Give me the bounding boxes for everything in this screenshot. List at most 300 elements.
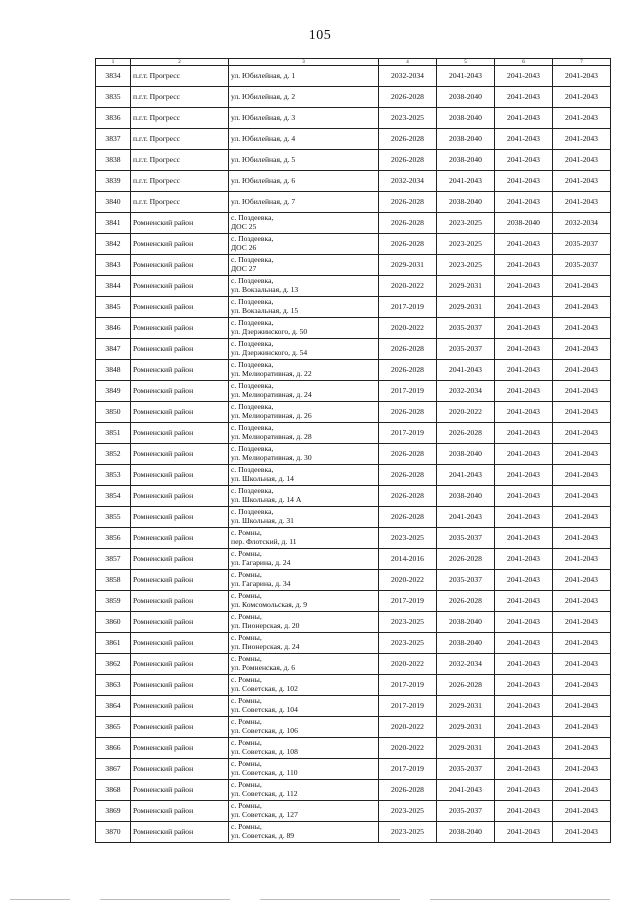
address-cell: с. Поздеевка, ул. Дзержинского, д. 50 xyxy=(229,318,379,339)
period-cell: 2041-2043 xyxy=(437,171,495,192)
row-number-cell: 3844 xyxy=(96,276,131,297)
district-cell: п.г.т. Прогресс xyxy=(131,129,229,150)
period-cell: 2041-2043 xyxy=(495,717,553,738)
period-cell: 2041-2043 xyxy=(553,654,611,675)
housing-repair-table xyxy=(95,58,611,843)
period-cell: 2023-2025 xyxy=(437,255,495,276)
period-cell: 2026-2028 xyxy=(379,444,437,465)
table-row xyxy=(96,297,611,318)
period-cell: 2020-2022 xyxy=(379,717,437,738)
period-cell: 2041-2043 xyxy=(495,612,553,633)
address-cell: с. Ромны, ул. Ромненская, д. 6 xyxy=(229,654,379,675)
address-cell: ул. Юбилейная, д. 7 xyxy=(229,192,379,213)
column-number: 2 xyxy=(131,59,229,66)
district-cell: Ромненский район xyxy=(131,213,229,234)
table-row xyxy=(96,654,611,675)
address-cell: с. Поздеевка, ул. Мелиоративная, д. 24 xyxy=(229,381,379,402)
period-cell: 2032-2034 xyxy=(553,213,611,234)
period-cell: 2026-2028 xyxy=(379,150,437,171)
table-row xyxy=(96,570,611,591)
district-cell: Ромненский район xyxy=(131,549,229,570)
district-cell: п.г.т. Прогресс xyxy=(131,87,229,108)
period-cell: 2026-2028 xyxy=(437,591,495,612)
period-cell: 2038-2040 xyxy=(495,213,553,234)
period-cell: 2041-2043 xyxy=(553,171,611,192)
district-cell: Ромненский район xyxy=(131,507,229,528)
district-cell: Ромненский район xyxy=(131,612,229,633)
column-number: 7 xyxy=(553,59,611,66)
district-cell: Ромненский район xyxy=(131,465,229,486)
period-cell: 2029-2031 xyxy=(437,717,495,738)
row-number-cell: 3863 xyxy=(96,675,131,696)
period-cell: 2041-2043 xyxy=(553,549,611,570)
period-cell: 2041-2043 xyxy=(495,381,553,402)
period-cell: 2020-2022 xyxy=(379,318,437,339)
row-number-cell: 3862 xyxy=(96,654,131,675)
row-number-cell: 3853 xyxy=(96,465,131,486)
period-cell: 2023-2025 xyxy=(379,528,437,549)
period-cell: 2041-2043 xyxy=(495,360,553,381)
row-number-cell: 3838 xyxy=(96,150,131,171)
period-cell: 2041-2043 xyxy=(553,675,611,696)
period-cell: 2038-2040 xyxy=(437,486,495,507)
row-number-cell: 3837 xyxy=(96,129,131,150)
row-number-cell: 3845 xyxy=(96,297,131,318)
address-cell: с. Ромны, ул. Гагарина, д. 24 xyxy=(229,549,379,570)
period-cell: 2041-2043 xyxy=(495,801,553,822)
address-cell: ул. Юбилейная, д. 5 xyxy=(229,150,379,171)
row-number-cell: 3861 xyxy=(96,633,131,654)
district-cell: п.г.т. Прогресс xyxy=(131,192,229,213)
district-cell: Ромненский район xyxy=(131,591,229,612)
period-cell: 2020-2022 xyxy=(379,276,437,297)
address-cell: с. Ромны, ул. Советская, д. 104 xyxy=(229,696,379,717)
row-number-cell: 3864 xyxy=(96,696,131,717)
district-cell: Ромненский район xyxy=(131,780,229,801)
row-number-cell: 3834 xyxy=(96,66,131,87)
period-cell: 2029-2031 xyxy=(437,276,495,297)
address-cell: с. Ромны, ул. Пионерская, д. 20 xyxy=(229,612,379,633)
row-number-cell: 3868 xyxy=(96,780,131,801)
period-cell: 2041-2043 xyxy=(553,66,611,87)
column-number: 1 xyxy=(96,59,131,66)
row-number-cell: 3839 xyxy=(96,171,131,192)
district-cell: Ромненский район xyxy=(131,654,229,675)
period-cell: 2017-2019 xyxy=(379,759,437,780)
period-cell: 2041-2043 xyxy=(495,486,553,507)
period-cell: 2041-2043 xyxy=(495,339,553,360)
period-cell: 2041-2043 xyxy=(553,612,611,633)
period-cell: 2035-2037 xyxy=(437,318,495,339)
district-cell: Ромненский район xyxy=(131,570,229,591)
period-cell: 2041-2043 xyxy=(495,255,553,276)
period-cell: 2041-2043 xyxy=(553,402,611,423)
row-number-cell: 3846 xyxy=(96,318,131,339)
period-cell: 2041-2043 xyxy=(495,276,553,297)
period-cell: 2041-2043 xyxy=(495,402,553,423)
period-cell: 2038-2040 xyxy=(437,822,495,843)
table-row xyxy=(96,129,611,150)
period-cell: 2026-2028 xyxy=(379,486,437,507)
table-row xyxy=(96,318,611,339)
address-cell: с. Ромны, ул. Советская, д. 108 xyxy=(229,738,379,759)
row-number-cell: 3858 xyxy=(96,570,131,591)
column-number-row xyxy=(96,59,611,66)
page-number: 105 xyxy=(308,28,332,43)
period-cell: 2035-2037 xyxy=(553,234,611,255)
period-cell: 2026-2028 xyxy=(437,675,495,696)
district-cell: Ромненский район xyxy=(131,822,229,843)
period-cell: 2041-2043 xyxy=(437,465,495,486)
table-row xyxy=(96,108,611,129)
period-cell: 2041-2043 xyxy=(553,801,611,822)
row-number-cell: 3850 xyxy=(96,402,131,423)
district-cell: Ромненский район xyxy=(131,759,229,780)
period-cell: 2029-2031 xyxy=(437,738,495,759)
period-cell: 2041-2043 xyxy=(495,66,553,87)
address-cell: с. Ромны, ул. Советская, д. 110 xyxy=(229,759,379,780)
period-cell: 2017-2019 xyxy=(379,696,437,717)
district-cell: Ромненский район xyxy=(131,255,229,276)
row-number-cell: 3870 xyxy=(96,822,131,843)
period-cell: 2023-2025 xyxy=(379,108,437,129)
table-row xyxy=(96,339,611,360)
row-number-cell: 3843 xyxy=(96,255,131,276)
period-cell: 2041-2043 xyxy=(495,633,553,654)
period-cell: 2023-2025 xyxy=(379,612,437,633)
address-cell: с. Поздеевка, ДОС 25 xyxy=(229,213,379,234)
period-cell: 2041-2043 xyxy=(495,465,553,486)
period-cell: 2023-2025 xyxy=(437,234,495,255)
footer-lines xyxy=(0,899,640,903)
period-cell: 2026-2028 xyxy=(379,507,437,528)
district-cell: Ромненский район xyxy=(131,276,229,297)
row-number-cell: 3865 xyxy=(96,717,131,738)
row-number-cell: 3855 xyxy=(96,507,131,528)
period-cell: 2041-2043 xyxy=(553,108,611,129)
table-row xyxy=(96,801,611,822)
period-cell: 2041-2043 xyxy=(553,276,611,297)
district-cell: Ромненский район xyxy=(131,738,229,759)
period-cell: 2017-2019 xyxy=(379,381,437,402)
period-cell: 2041-2043 xyxy=(553,381,611,402)
row-number-cell: 3849 xyxy=(96,381,131,402)
address-cell: с. Ромны, ул. Комсомольская, д. 9 xyxy=(229,591,379,612)
table-row xyxy=(96,87,611,108)
district-cell: Ромненский район xyxy=(131,234,229,255)
period-cell: 2041-2043 xyxy=(553,297,611,318)
period-cell: 2041-2043 xyxy=(553,507,611,528)
row-number-cell: 3860 xyxy=(96,612,131,633)
period-cell: 2041-2043 xyxy=(553,444,611,465)
address-cell: с. Ромны, ул. Советская, д. 102 xyxy=(229,675,379,696)
period-cell: 2020-2022 xyxy=(379,570,437,591)
period-cell: 2026-2028 xyxy=(379,234,437,255)
table-row xyxy=(96,423,611,444)
district-cell: п.г.т. Прогресс xyxy=(131,66,229,87)
table-row xyxy=(96,465,611,486)
address-cell: с. Ромны, ул. Пионерская, д. 24 xyxy=(229,633,379,654)
table-row xyxy=(96,612,611,633)
period-cell: 2017-2019 xyxy=(379,675,437,696)
period-cell: 2041-2043 xyxy=(495,108,553,129)
period-cell: 2041-2043 xyxy=(553,738,611,759)
table-row xyxy=(96,822,611,843)
district-cell: Ромненский район xyxy=(131,423,229,444)
period-cell: 2023-2025 xyxy=(379,822,437,843)
address-cell: с. Ромны, ул. Советская, д. 106 xyxy=(229,717,379,738)
period-cell: 2035-2037 xyxy=(553,255,611,276)
period-cell: 2014-2016 xyxy=(379,549,437,570)
period-cell: 2041-2043 xyxy=(495,738,553,759)
district-cell: Ромненский район xyxy=(131,486,229,507)
period-cell: 2038-2040 xyxy=(437,108,495,129)
period-cell: 2041-2043 xyxy=(495,192,553,213)
period-cell: 2041-2043 xyxy=(553,129,611,150)
period-cell: 2041-2043 xyxy=(495,423,553,444)
address-cell: с. Поздеевка, ул. Мелиоративная, д. 26 xyxy=(229,402,379,423)
period-cell: 2020-2022 xyxy=(437,402,495,423)
table-row xyxy=(96,591,611,612)
period-cell: 2038-2040 xyxy=(437,129,495,150)
table-row xyxy=(96,276,611,297)
address-cell: с. Поздеевка, ул. Мелиоративная, д. 30 xyxy=(229,444,379,465)
district-cell: Ромненский район xyxy=(131,444,229,465)
district-cell: п.г.т. Прогресс xyxy=(131,108,229,129)
address-cell: ул. Юбилейная, д. 6 xyxy=(229,171,379,192)
address-cell: с. Поздеевка, ДОС 26 xyxy=(229,234,379,255)
period-cell: 2017-2019 xyxy=(379,297,437,318)
table-row xyxy=(96,738,611,759)
period-cell: 2041-2043 xyxy=(553,360,611,381)
table-row xyxy=(96,234,611,255)
period-cell: 2041-2043 xyxy=(553,591,611,612)
period-cell: 2041-2043 xyxy=(495,150,553,171)
period-cell: 2017-2019 xyxy=(379,591,437,612)
period-cell: 2032-2034 xyxy=(437,654,495,675)
period-cell: 2026-2028 xyxy=(379,192,437,213)
table-row xyxy=(96,696,611,717)
row-number-cell: 3867 xyxy=(96,759,131,780)
table-row xyxy=(96,759,611,780)
period-cell: 2023-2025 xyxy=(437,213,495,234)
period-cell: 2041-2043 xyxy=(437,66,495,87)
row-number-cell: 3848 xyxy=(96,360,131,381)
footer-line xyxy=(10,899,70,900)
address-cell: с. Поздеевка, ДОС 27 xyxy=(229,255,379,276)
district-cell: Ромненский район xyxy=(131,633,229,654)
table-row xyxy=(96,780,611,801)
period-cell: 2038-2040 xyxy=(437,150,495,171)
table-row xyxy=(96,66,611,87)
period-cell: 2041-2043 xyxy=(553,528,611,549)
period-cell: 2041-2043 xyxy=(495,297,553,318)
period-cell: 2041-2043 xyxy=(495,654,553,675)
table-row xyxy=(96,486,611,507)
row-number-cell: 3869 xyxy=(96,801,131,822)
district-cell: Ромненский район xyxy=(131,528,229,549)
period-cell: 2041-2043 xyxy=(495,822,553,843)
period-cell: 2041-2043 xyxy=(495,759,553,780)
address-cell: с. Поздеевка, ул. Школьная, д. 31 xyxy=(229,507,379,528)
row-number-cell: 3835 xyxy=(96,87,131,108)
table-row xyxy=(96,675,611,696)
period-cell: 2041-2043 xyxy=(495,591,553,612)
row-number-cell: 3847 xyxy=(96,339,131,360)
period-cell: 2035-2037 xyxy=(437,528,495,549)
period-cell: 2026-2028 xyxy=(379,339,437,360)
period-cell: 2026-2028 xyxy=(437,423,495,444)
period-cell: 2041-2043 xyxy=(495,318,553,339)
table-row xyxy=(96,444,611,465)
table-row xyxy=(96,717,611,738)
period-cell: 2035-2037 xyxy=(437,759,495,780)
period-cell: 2026-2028 xyxy=(379,780,437,801)
district-cell: п.г.т. Прогресс xyxy=(131,150,229,171)
period-cell: 2026-2028 xyxy=(379,87,437,108)
address-cell: с. Ромны, ул. Советская, д. 89 xyxy=(229,822,379,843)
address-cell: с. Поздеевка, ул. Школьная, д. 14 А xyxy=(229,486,379,507)
column-number: 6 xyxy=(495,59,553,66)
period-cell: 2041-2043 xyxy=(437,780,495,801)
period-cell: 2041-2043 xyxy=(553,486,611,507)
table-row xyxy=(96,528,611,549)
table-row xyxy=(96,255,611,276)
table-row xyxy=(96,402,611,423)
period-cell: 2035-2037 xyxy=(437,339,495,360)
period-cell: 2041-2043 xyxy=(495,171,553,192)
period-cell: 2041-2043 xyxy=(553,87,611,108)
period-cell: 2041-2043 xyxy=(495,570,553,591)
period-cell: 2029-2031 xyxy=(379,255,437,276)
period-cell: 2041-2043 xyxy=(495,528,553,549)
address-cell: с. Ромны, ул. Советская, д. 112 xyxy=(229,780,379,801)
period-cell: 2041-2043 xyxy=(553,318,611,339)
period-cell: 2038-2040 xyxy=(437,87,495,108)
address-cell: ул. Юбилейная, д. 2 xyxy=(229,87,379,108)
period-cell: 2041-2043 xyxy=(495,780,553,801)
period-cell: 2026-2028 xyxy=(379,360,437,381)
period-cell: 2041-2043 xyxy=(437,507,495,528)
column-number: 4 xyxy=(379,59,437,66)
period-cell: 2038-2040 xyxy=(437,633,495,654)
district-cell: Ромненский район xyxy=(131,801,229,822)
row-number-cell: 3856 xyxy=(96,528,131,549)
table-row xyxy=(96,360,611,381)
period-cell: 2041-2043 xyxy=(553,465,611,486)
period-cell: 2041-2043 xyxy=(495,444,553,465)
row-number-cell: 3852 xyxy=(96,444,131,465)
column-number: 3 xyxy=(229,59,379,66)
period-cell: 2041-2043 xyxy=(553,633,611,654)
district-cell: Ромненский район xyxy=(131,402,229,423)
period-cell: 2020-2022 xyxy=(379,738,437,759)
row-number-cell: 3842 xyxy=(96,234,131,255)
period-cell: 2026-2028 xyxy=(379,213,437,234)
table-row xyxy=(96,213,611,234)
address-cell: с. Ромны, пер. Флотский, д. 11 xyxy=(229,528,379,549)
address-cell: с. Ромны, ул. Гагарина, д. 34 xyxy=(229,570,379,591)
period-cell: 2038-2040 xyxy=(437,192,495,213)
period-cell: 2041-2043 xyxy=(495,675,553,696)
period-cell: 2041-2043 xyxy=(495,549,553,570)
period-cell: 2041-2043 xyxy=(553,759,611,780)
address-cell: с. Ромны, ул. Советская, д. 127 xyxy=(229,801,379,822)
table-row xyxy=(96,192,611,213)
address-cell: с. Поздеевка, ул. Мелиоративная, д. 22 xyxy=(229,360,379,381)
address-cell: с. Поздеевка, ул. Школьная, д. 14 xyxy=(229,465,379,486)
address-cell: с. Поздеевка, ул. Дзержинского, д. 54 xyxy=(229,339,379,360)
row-number-cell: 3836 xyxy=(96,108,131,129)
period-cell: 2041-2043 xyxy=(495,507,553,528)
period-cell: 2023-2025 xyxy=(379,633,437,654)
table-body xyxy=(96,59,611,843)
period-cell: 2041-2043 xyxy=(553,339,611,360)
period-cell: 2041-2043 xyxy=(495,696,553,717)
district-cell: п.г.т. Прогресс xyxy=(131,171,229,192)
footer-line xyxy=(260,899,400,900)
period-cell: 2026-2028 xyxy=(379,129,437,150)
district-cell: Ромненский район xyxy=(131,717,229,738)
column-number: 5 xyxy=(437,59,495,66)
district-cell: Ромненский район xyxy=(131,339,229,360)
period-cell: 2041-2043 xyxy=(553,696,611,717)
address-cell: с. Поздеевка, ул. Вокзальная, д. 15 xyxy=(229,297,379,318)
row-number-cell: 3859 xyxy=(96,591,131,612)
district-cell: Ромненский район xyxy=(131,381,229,402)
row-number-cell: 3841 xyxy=(96,213,131,234)
period-cell: 2041-2043 xyxy=(553,570,611,591)
period-cell: 2026-2028 xyxy=(437,549,495,570)
row-number-cell: 3854 xyxy=(96,486,131,507)
period-cell: 2035-2037 xyxy=(437,801,495,822)
period-cell: 2038-2040 xyxy=(437,612,495,633)
period-cell: 2041-2043 xyxy=(495,129,553,150)
table-row xyxy=(96,549,611,570)
period-cell: 2026-2028 xyxy=(379,465,437,486)
period-cell: 2041-2043 xyxy=(437,360,495,381)
period-cell: 2032-2034 xyxy=(437,381,495,402)
period-cell: 2041-2043 xyxy=(495,87,553,108)
address-cell: ул. Юбилейная, д. 3 xyxy=(229,108,379,129)
period-cell: 2041-2043 xyxy=(553,780,611,801)
period-cell: 2041-2043 xyxy=(553,150,611,171)
period-cell: 2023-2025 xyxy=(379,801,437,822)
row-number-cell: 3851 xyxy=(96,423,131,444)
period-cell: 2032-2034 xyxy=(379,171,437,192)
table-row xyxy=(96,150,611,171)
period-cell: 2020-2022 xyxy=(379,654,437,675)
period-cell: 2041-2043 xyxy=(553,717,611,738)
period-cell: 2032-2034 xyxy=(379,66,437,87)
address-cell: с. Поздеевка, ул. Мелиоративная, д. 28 xyxy=(229,423,379,444)
table-row xyxy=(96,507,611,528)
period-cell: 2041-2043 xyxy=(553,423,611,444)
period-cell: 2017-2019 xyxy=(379,423,437,444)
district-cell: Ромненский район xyxy=(131,297,229,318)
period-cell: 2029-2031 xyxy=(437,297,495,318)
period-cell: 2035-2037 xyxy=(437,570,495,591)
period-cell: 2041-2043 xyxy=(495,234,553,255)
address-cell: ул. Юбилейная, д. 4 xyxy=(229,129,379,150)
row-number-cell: 3840 xyxy=(96,192,131,213)
footer-line xyxy=(100,899,230,900)
address-cell: с. Поздеевка, ул. Вокзальная, д. 13 xyxy=(229,276,379,297)
table-row xyxy=(96,381,611,402)
table-row xyxy=(96,171,611,192)
row-number-cell: 3857 xyxy=(96,549,131,570)
period-cell: 2038-2040 xyxy=(437,444,495,465)
